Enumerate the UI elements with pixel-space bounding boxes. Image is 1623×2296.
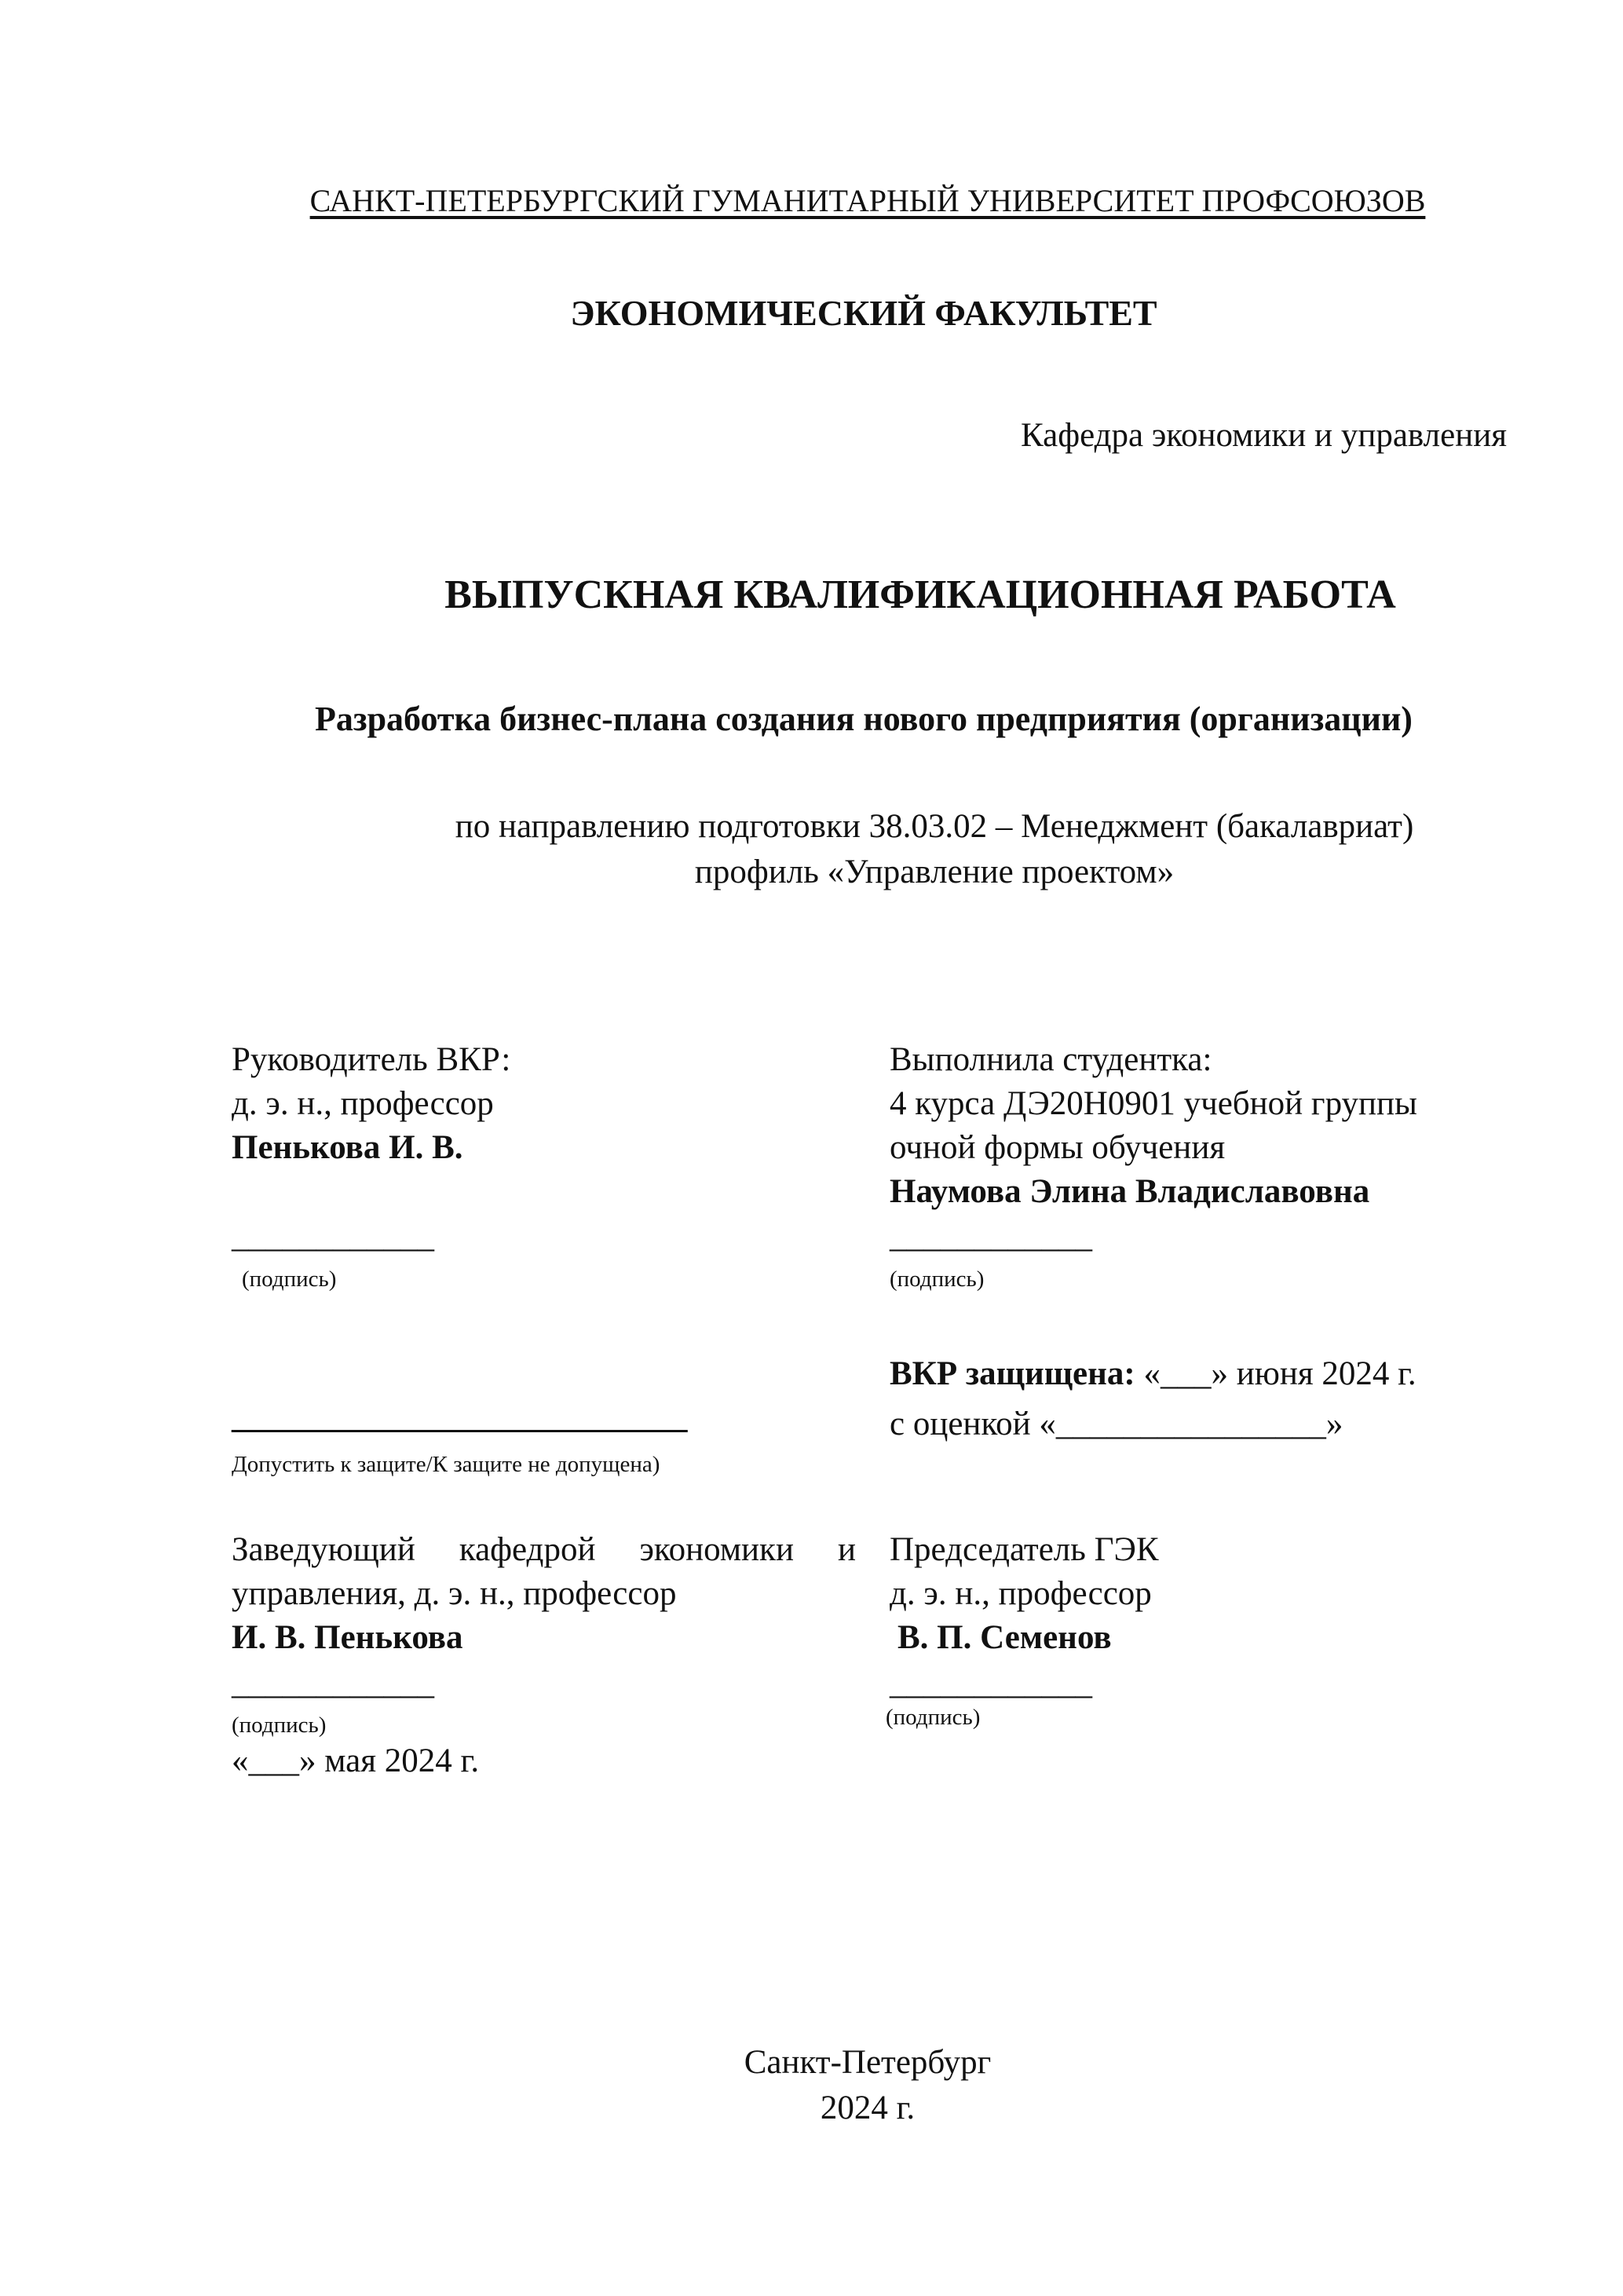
student-name: Наумова Элина Владиславовна xyxy=(890,1173,1370,1210)
footer-year: 2024 г. xyxy=(820,2089,916,2126)
supervisor-signature-line: ____________ xyxy=(232,1218,434,1255)
head-title-line2: управления, д. э. н., профессор xyxy=(232,1575,677,1612)
defense-label: ВКР защищена: xyxy=(890,1355,1135,1392)
thesis-theme: Разработка бизнес-плана создания нового предприятия (организации) xyxy=(315,700,1413,738)
head-date: «___» мая 2024 г. xyxy=(232,1742,480,1779)
supervisor-signature-caption: (подпись) xyxy=(242,1267,337,1292)
faculty-name: ЭКОНОМИЧЕСКИЙ ФАКУЛЬТЕТ xyxy=(570,293,1157,333)
department-name: Кафедра экономики и управления xyxy=(1021,417,1507,454)
student-signature-line: ____________ xyxy=(890,1218,1092,1255)
student-block xyxy=(890,1038,1518,1214)
admission-caption: Допустить к защите/К защите не допущена) xyxy=(232,1452,660,1477)
defense-grade: с оценкой «________________» xyxy=(890,1406,1343,1442)
gek-chair-signature-caption: (подпись) xyxy=(886,1705,981,1730)
defense-date: «___» июня 2024 г. xyxy=(1135,1355,1416,1392)
supervisor-label: Руководитель ВКР: xyxy=(232,1041,511,1078)
head-signature-line: ____________ xyxy=(232,1665,434,1702)
gek-chair-name: В. П. Семенов xyxy=(897,1619,1112,1656)
head-signature-caption: (подпись) xyxy=(232,1713,327,1738)
supervisor-degree: д. э. н., профессор xyxy=(232,1085,494,1122)
study-profile: профиль «Управление проектом» xyxy=(694,854,1175,890)
defense-block xyxy=(890,1349,1518,1450)
study-direction: по направлению подготовки 38.03.02 – Менеджмент (бакалавриат) xyxy=(455,808,1414,845)
study-direction-block xyxy=(149,804,1623,895)
gek-chair-block xyxy=(890,1528,1518,1660)
university-name: САНКТ-ПЕТЕРБУРГСКИЙ ГУМАНИТАРНЫЙ УНИВЕРСИТЕТ ПРОФСОЮЗОВ xyxy=(309,183,1426,218)
admission-signature-line: ___________________________ xyxy=(232,1398,688,1435)
work-type-title: ВЫПУСКНАЯ КВАЛИФИКАЦИОННАЯ РАБОТА xyxy=(444,572,1396,617)
student-signature-caption: (подпись) xyxy=(890,1267,985,1292)
head-of-department-block xyxy=(232,1528,856,1660)
student-form: очной формы обучения xyxy=(890,1129,1226,1166)
supervisor-block xyxy=(232,1038,852,1170)
defense-line xyxy=(890,1349,1518,1399)
gek-chair-label: Председатель ГЭК xyxy=(890,1531,1159,1568)
gek-chair-degree: д. э. н., профессор xyxy=(890,1575,1152,1612)
student-course: 4 курса ДЭ20Н0901 учебной группы xyxy=(890,1085,1417,1122)
supervisor-name: Пенькова И. В. xyxy=(232,1129,463,1166)
head-name: И. В. Пенькова xyxy=(232,1619,463,1656)
head-title-line1: Заведующий кафедрой экономики и xyxy=(232,1531,856,1568)
student-label: Выполнила студентка: xyxy=(890,1041,1212,1078)
footer-block xyxy=(0,2040,1623,2131)
footer-city: Санкт-Петербург xyxy=(744,2044,992,2081)
gek-chair-signature-line: ____________ xyxy=(890,1665,1092,1702)
